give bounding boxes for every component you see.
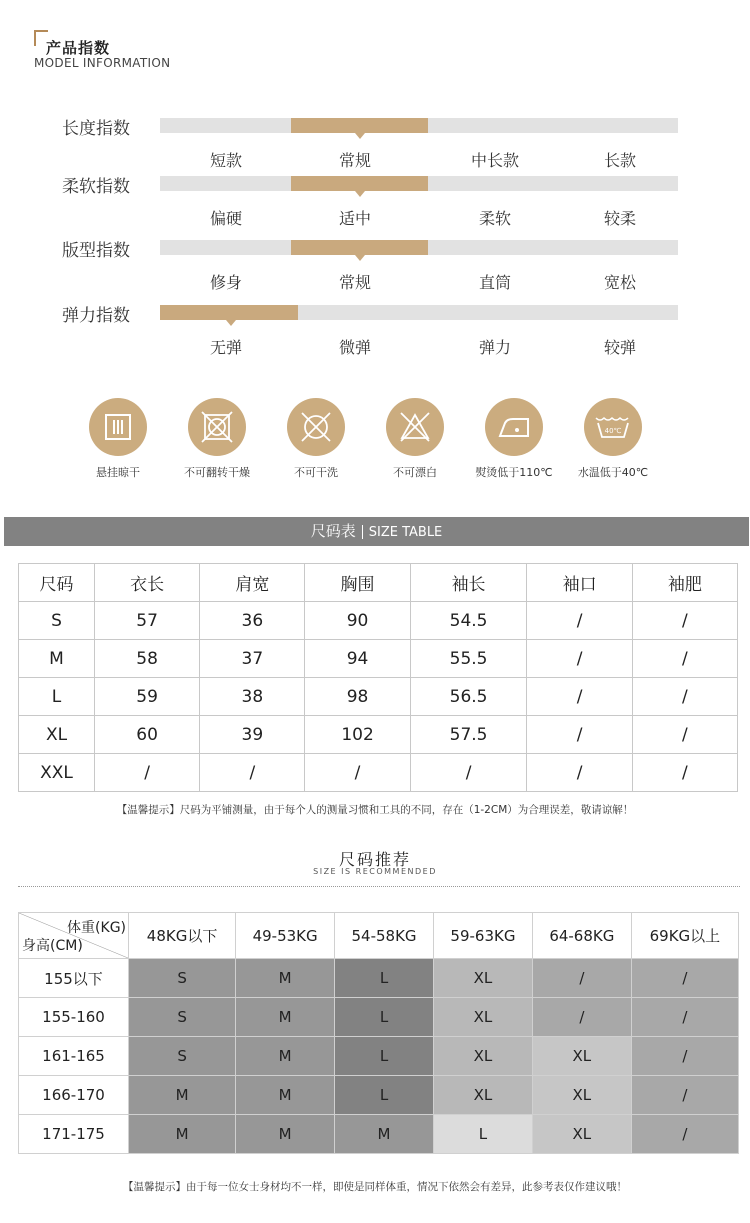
index-option: 较弹	[603, 338, 636, 357]
index-bar-fill	[291, 176, 429, 191]
wash-40-icon	[584, 398, 642, 456]
care-item	[172, 398, 262, 480]
table-cell: /	[410, 754, 527, 792]
table-cell: /	[95, 754, 200, 792]
height-cell: 155-160	[19, 998, 129, 1037]
size-cell: S	[129, 998, 236, 1037]
size-cell: M	[236, 1037, 335, 1076]
index-label: 长度指数	[62, 119, 130, 139]
index-option: 柔软	[478, 209, 511, 228]
care-label: 熨烫低于110℃	[475, 466, 553, 479]
size-cell: M	[236, 959, 335, 998]
index-bar-fill	[291, 240, 429, 255]
index-option: 偏硬	[209, 209, 242, 228]
weight-header-cell: 49-53KG	[236, 913, 335, 959]
index-option: 中长款	[470, 151, 519, 170]
recommend-subtitle: SIZE IS RECOMMENDED	[313, 867, 437, 876]
size-cell: XL	[433, 1037, 532, 1076]
index-label: 柔软指数	[62, 177, 130, 197]
care-label: 水温低于40℃	[577, 466, 649, 479]
size-table-header-cell: 袖长	[410, 564, 527, 602]
height-cell: 155以下	[19, 959, 129, 998]
weight-header-cell: 48KG以下	[129, 913, 236, 959]
index-bar	[160, 118, 678, 133]
table-cell: /	[527, 754, 632, 792]
iron-icon	[485, 398, 543, 456]
size-table	[18, 563, 738, 792]
table-cell: /	[305, 754, 410, 792]
table-cell: /	[632, 754, 737, 792]
size-table-tip: 【温馨提示】尺码为平铺测量，由于每个人的测量习惯和工具的不同，存在（1-2CM）为合理误差，敬请谅解！	[116, 804, 634, 816]
banner-cn: 尺码表	[310, 522, 356, 540]
size-cell: XL	[532, 1076, 631, 1115]
table-cell: M	[19, 640, 95, 678]
table-cell: 55.5	[410, 640, 527, 678]
recommend-header	[19, 913, 739, 959]
divider	[18, 886, 740, 887]
table-row	[19, 1037, 739, 1076]
table-row	[19, 602, 738, 640]
index-bar	[160, 305, 678, 320]
table-cell: 38	[200, 678, 305, 716]
table-row	[19, 640, 738, 678]
no-dry-clean-icon	[287, 398, 345, 456]
care-item	[370, 398, 460, 480]
care-label: 不可翻转干燥	[184, 466, 250, 479]
index-pointer	[355, 133, 365, 139]
care-item	[568, 398, 658, 480]
banner-en: SIZE TABLE	[368, 525, 443, 540]
index-option: 宽松	[603, 273, 636, 292]
recommend-title: 尺码推荐	[338, 850, 411, 869]
index-option: 常规	[338, 273, 371, 292]
table-row	[19, 678, 738, 716]
table-cell: 60	[95, 716, 200, 754]
size-cell: M	[236, 1076, 335, 1115]
height-cell: 161-165	[19, 1037, 129, 1076]
table-cell: S	[19, 602, 95, 640]
index-label: 弹力指数	[62, 306, 130, 326]
size-cell: /	[631, 959, 738, 998]
height-axis-label: 身高(CM)	[22, 938, 83, 954]
size-cell: /	[631, 1076, 738, 1115]
table-row	[19, 1076, 739, 1115]
size-cell: /	[631, 998, 738, 1037]
index-bar	[160, 240, 678, 255]
index-option: 无弹	[209, 338, 242, 357]
no-tumble-dry-icon	[188, 398, 246, 456]
size-cell: XL	[532, 1037, 631, 1076]
weight-header-cell: 54-58KG	[335, 913, 434, 959]
index-pointer	[226, 320, 236, 326]
size-cell: M	[129, 1115, 236, 1154]
size-table-header	[19, 564, 738, 602]
table-cell: 59	[95, 678, 200, 716]
index-bar-fill	[291, 118, 429, 133]
size-cell: XL	[433, 1076, 532, 1115]
table-cell: /	[632, 640, 737, 678]
care-label: 不可干洗	[294, 466, 338, 479]
size-cell: /	[631, 1037, 738, 1076]
index-option: 常规	[338, 151, 371, 170]
table-cell: XL	[19, 716, 95, 754]
index-option: 弹力	[478, 338, 511, 357]
corner-cell	[19, 913, 129, 959]
recommend-tip: 【温馨提示】由于每一位女士身材均不一样，即使是同样体重，情况下依然会有差异，此参考表仅作建议哦！	[123, 1181, 627, 1193]
index-option: 微弹	[338, 338, 371, 357]
size-table-header-cell: 胸围	[305, 564, 410, 602]
index-option: 适中	[338, 209, 371, 228]
size-cell: L	[433, 1115, 532, 1154]
size-cell: M	[236, 1115, 335, 1154]
care-label: 不可漂白	[393, 466, 437, 479]
table-cell: 37	[200, 640, 305, 678]
index-option: 长款	[603, 151, 636, 170]
table-row	[19, 754, 738, 792]
table-cell: 56.5	[410, 678, 527, 716]
table-row	[19, 998, 739, 1037]
wash-temp-text: 40℃	[604, 427, 622, 435]
section-title: 产品指数	[46, 39, 111, 57]
size-cell: L	[335, 1076, 434, 1115]
size-cell: M	[335, 1115, 434, 1154]
table-cell: 57.5	[410, 716, 527, 754]
table-cell: /	[527, 602, 632, 640]
table-cell: 102	[305, 716, 410, 754]
table-row	[19, 716, 738, 754]
care-item	[73, 398, 163, 480]
table-cell: 58	[95, 640, 200, 678]
size-cell: M	[129, 1076, 236, 1115]
index-bar	[160, 176, 678, 191]
care-item	[469, 398, 559, 480]
size-cell: L	[335, 998, 434, 1037]
weight-header-cell: 64-68KG	[532, 913, 631, 959]
size-cell: XL	[433, 998, 532, 1037]
table-cell: /	[527, 678, 632, 716]
size-table-header-cell: 尺码	[19, 564, 95, 602]
index-pointer	[355, 191, 365, 197]
index-option: 短款	[209, 151, 242, 170]
size-cell: S	[129, 1037, 236, 1076]
hang-dry-icon	[89, 398, 147, 456]
table-cell: 39	[200, 716, 305, 754]
table-cell: /	[527, 716, 632, 754]
weight-axis-label: 体重(KG)	[67, 920, 126, 936]
size-table-header-cell: 袖口	[527, 564, 632, 602]
size-cell: XL	[433, 959, 532, 998]
index-label: 版型指数	[62, 241, 130, 261]
size-table-banner	[4, 517, 749, 546]
table-cell: 36	[200, 602, 305, 640]
size-table-header-cell: 肩宽	[200, 564, 305, 602]
size-table-header-cell: 衣长	[95, 564, 200, 602]
table-cell: 54.5	[410, 602, 527, 640]
table-cell: 94	[305, 640, 410, 678]
table-row	[19, 1115, 739, 1154]
weight-header-cell: 59-63KG	[433, 913, 532, 959]
size-cell: S	[129, 959, 236, 998]
size-cell: /	[532, 998, 631, 1037]
height-cell: 171-175	[19, 1115, 129, 1154]
table-cell: XXL	[19, 754, 95, 792]
size-table-header-cell: 袖肥	[632, 564, 737, 602]
table-cell: L	[19, 678, 95, 716]
size-cell: /	[631, 1115, 738, 1154]
index-option: 较柔	[603, 209, 636, 228]
table-cell: /	[632, 716, 737, 754]
no-bleach-icon	[386, 398, 444, 456]
index-bar-fill	[160, 305, 298, 320]
size-cell: /	[532, 959, 631, 998]
index-option: 修身	[209, 273, 242, 292]
table-cell: 57	[95, 602, 200, 640]
care-item	[271, 398, 361, 480]
size-cell: XL	[532, 1115, 631, 1154]
table-cell: /	[527, 640, 632, 678]
size-cell: L	[335, 959, 434, 998]
index-option: 直筒	[478, 273, 511, 292]
table-row	[19, 959, 739, 998]
section-subtitle: MODEL INFORMATION	[34, 56, 171, 70]
recommend-table	[18, 912, 739, 1154]
weight-header-cell: 69KG以上	[631, 913, 738, 959]
table-cell: 98	[305, 678, 410, 716]
table-cell: /	[632, 602, 737, 640]
table-cell: 90	[305, 602, 410, 640]
size-cell: L	[335, 1037, 434, 1076]
table-cell: /	[632, 678, 737, 716]
height-cell: 166-170	[19, 1076, 129, 1115]
index-pointer	[355, 255, 365, 261]
care-label: 悬挂晾干	[96, 466, 140, 479]
size-cell: M	[236, 998, 335, 1037]
table-cell: /	[200, 754, 305, 792]
